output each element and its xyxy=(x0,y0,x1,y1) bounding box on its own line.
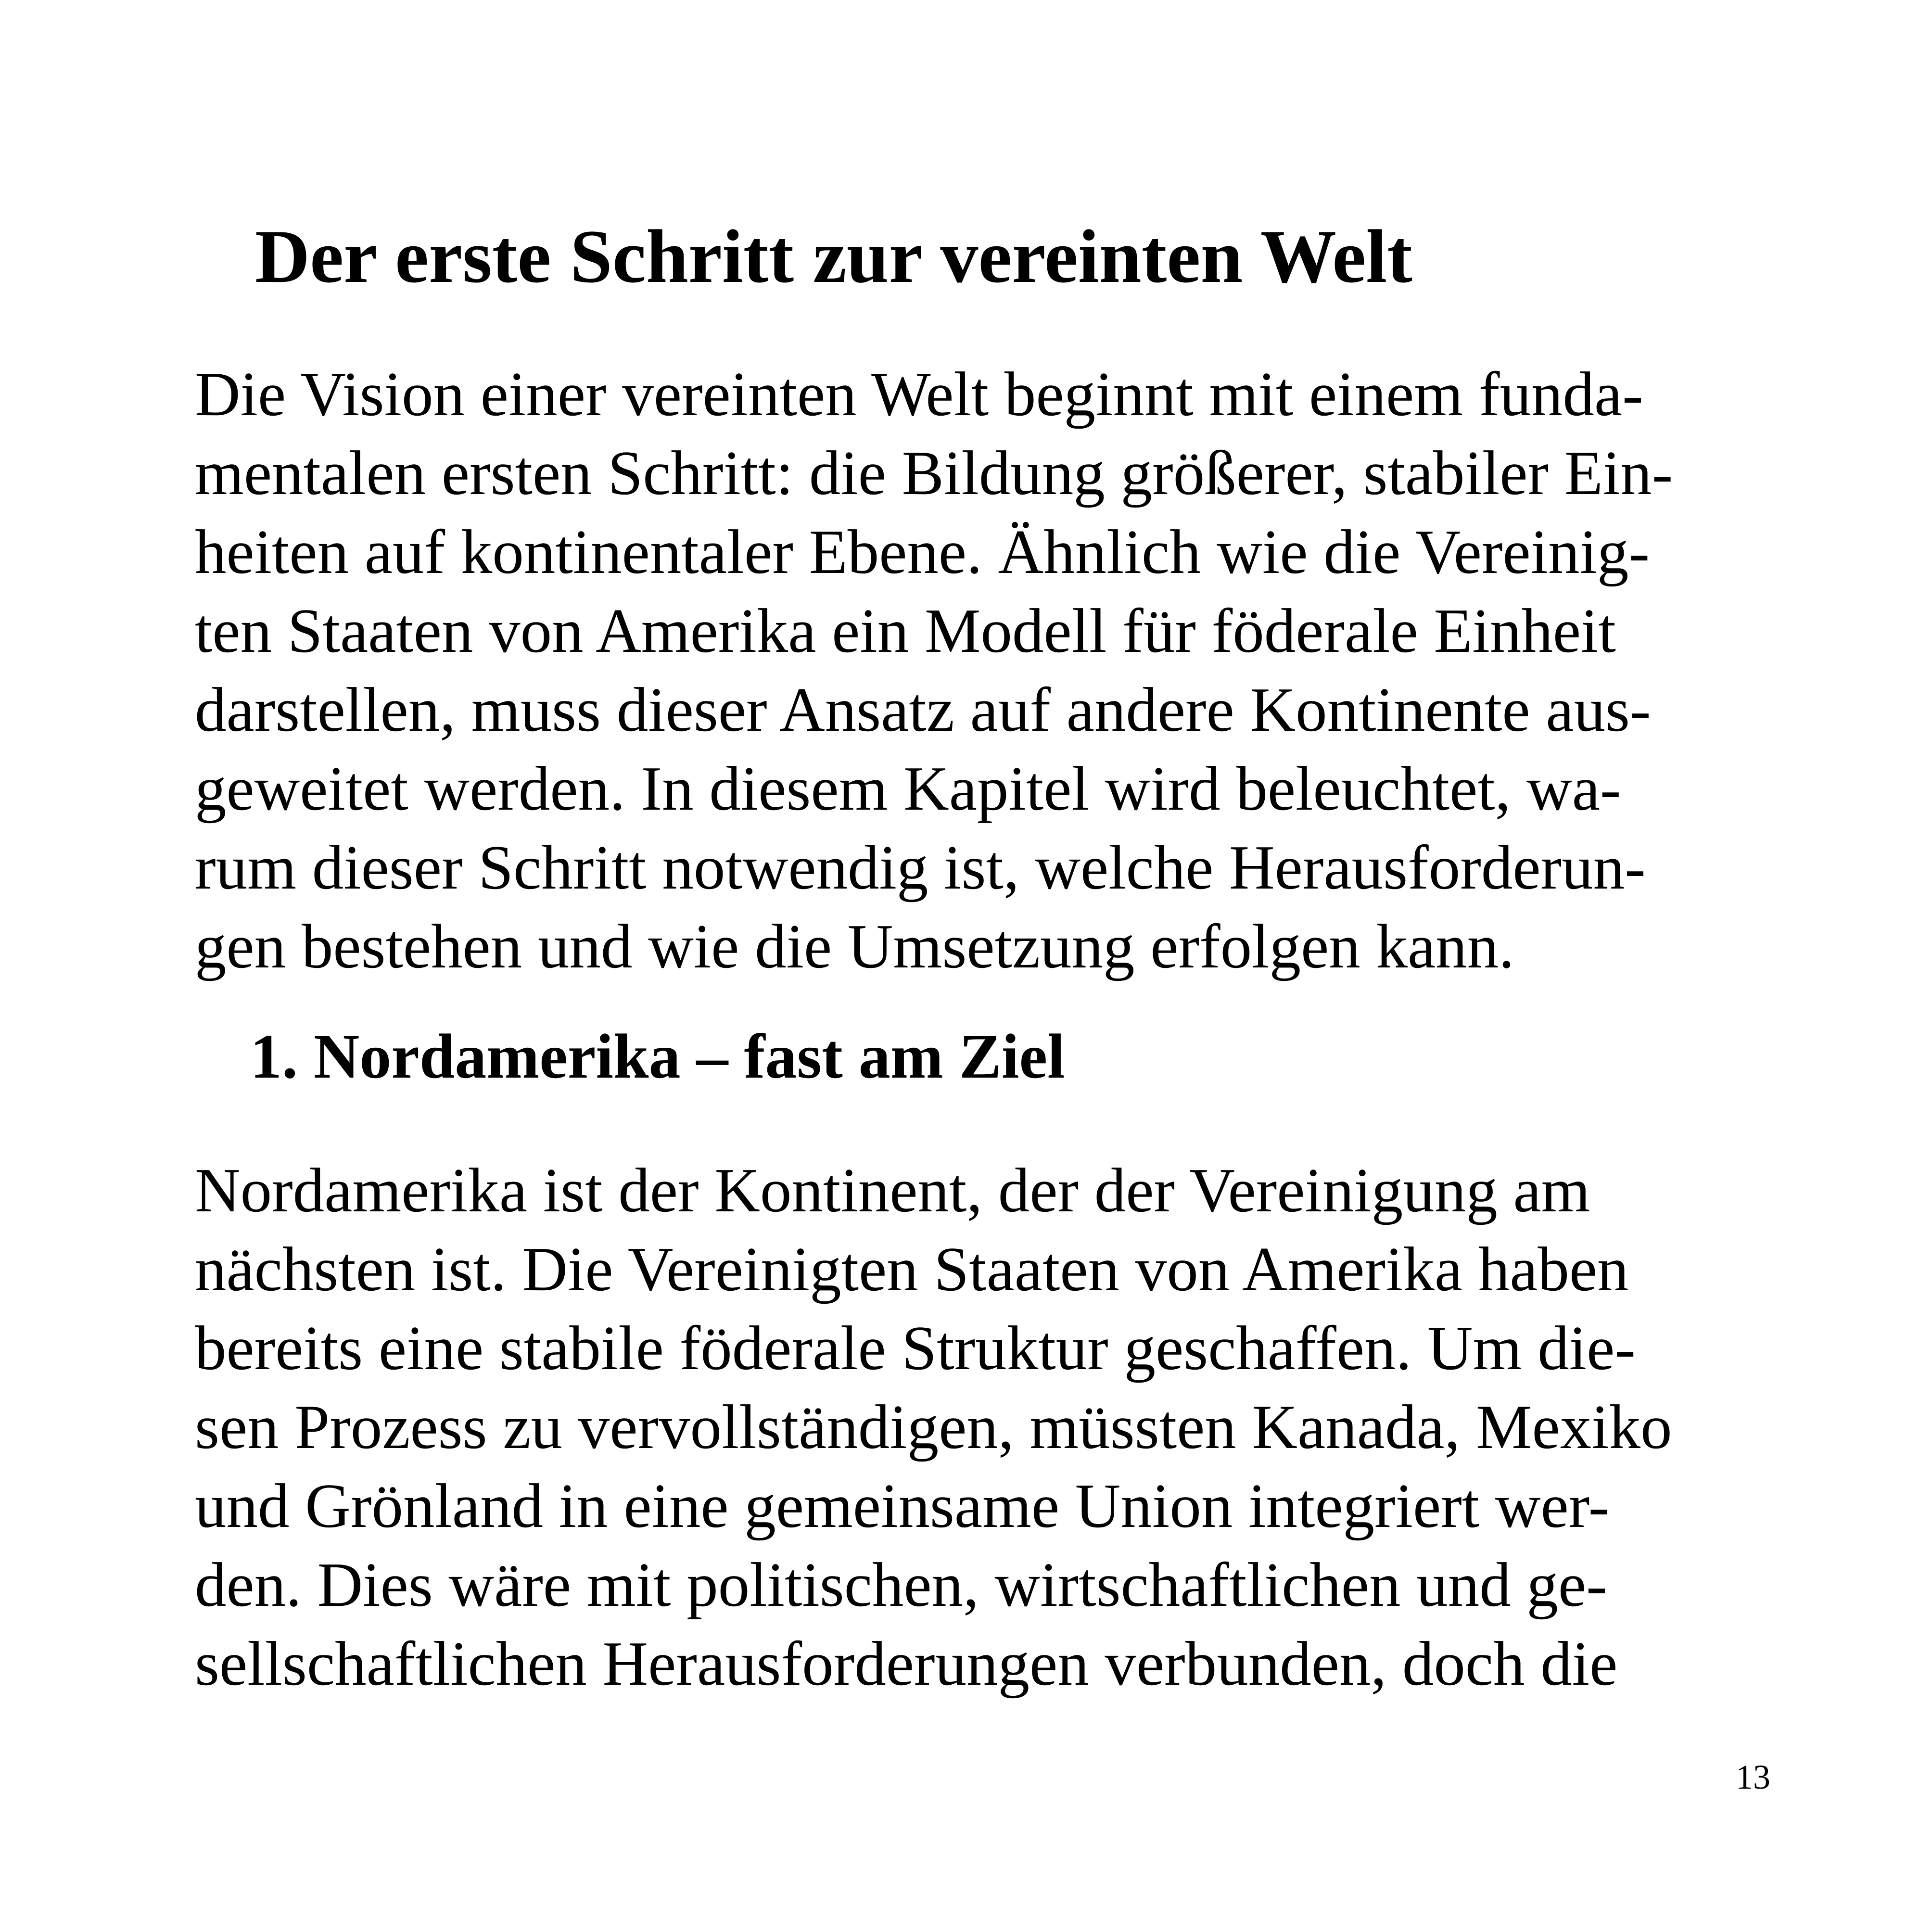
paragraph-line: nächsten ist. Die Vereinigten Staaten von Amerika haben xyxy=(195,1234,1629,1304)
paragraph-line: sellschaftlichen Herausforderungen verbunden, doch die xyxy=(195,1629,1618,1699)
section-heading: 1. Nordamerika – fast am Ziel xyxy=(250,1021,1065,1092)
intro-paragraph xyxy=(195,355,1673,986)
paragraph-line: und Grönland in eine gemeinsame Union integriert wer- xyxy=(195,1471,1610,1541)
paragraph-line: geweitet werden. In diesem Kapitel wird beleuchtet, wa- xyxy=(195,754,1621,824)
paragraph-line: darstellen, muss dieser Ansatz auf andere Kontinente aus- xyxy=(195,675,1651,745)
chapter-heading: Der erste Schritt zur vereinten Welt xyxy=(255,215,1412,299)
paragraph-line: bereits eine stabile föderale Struktur geschaffen. Um die- xyxy=(195,1313,1636,1383)
paragraph-line: mentalen ersten Schritt: die Bildung größerer, stabiler Ein- xyxy=(195,438,1673,508)
section-paragraph xyxy=(195,1151,1672,1703)
paragraph-line: gen bestehen und wie die Umsetzung erfolgen kann. xyxy=(195,912,1514,981)
paragraph-line: Die Vision einer vereinten Welt beginnt mit einem funda- xyxy=(195,359,1643,429)
paragraph-line: rum dieser Schritt notwendig ist, welche Herausforderun- xyxy=(195,833,1646,902)
paragraph-line: den. Dies wäre mit politischen, wirtschaftlichen und ge- xyxy=(195,1550,1607,1620)
paragraph-line: Nordamerika ist der Kontinent, der der Vereinigung am xyxy=(195,1156,1590,1225)
paragraph-line: heiten auf kontinentaler Ebene. Ähnlich wie die Vereinig- xyxy=(195,517,1650,587)
page-number: 13 xyxy=(1736,1758,1770,1796)
paragraph-line: ten Staaten von Amerika ein Modell für föderale Einheit xyxy=(195,596,1616,666)
paragraph-line: sen Prozess zu vervollständigen, müssten Kanada, Mexiko xyxy=(195,1392,1672,1462)
